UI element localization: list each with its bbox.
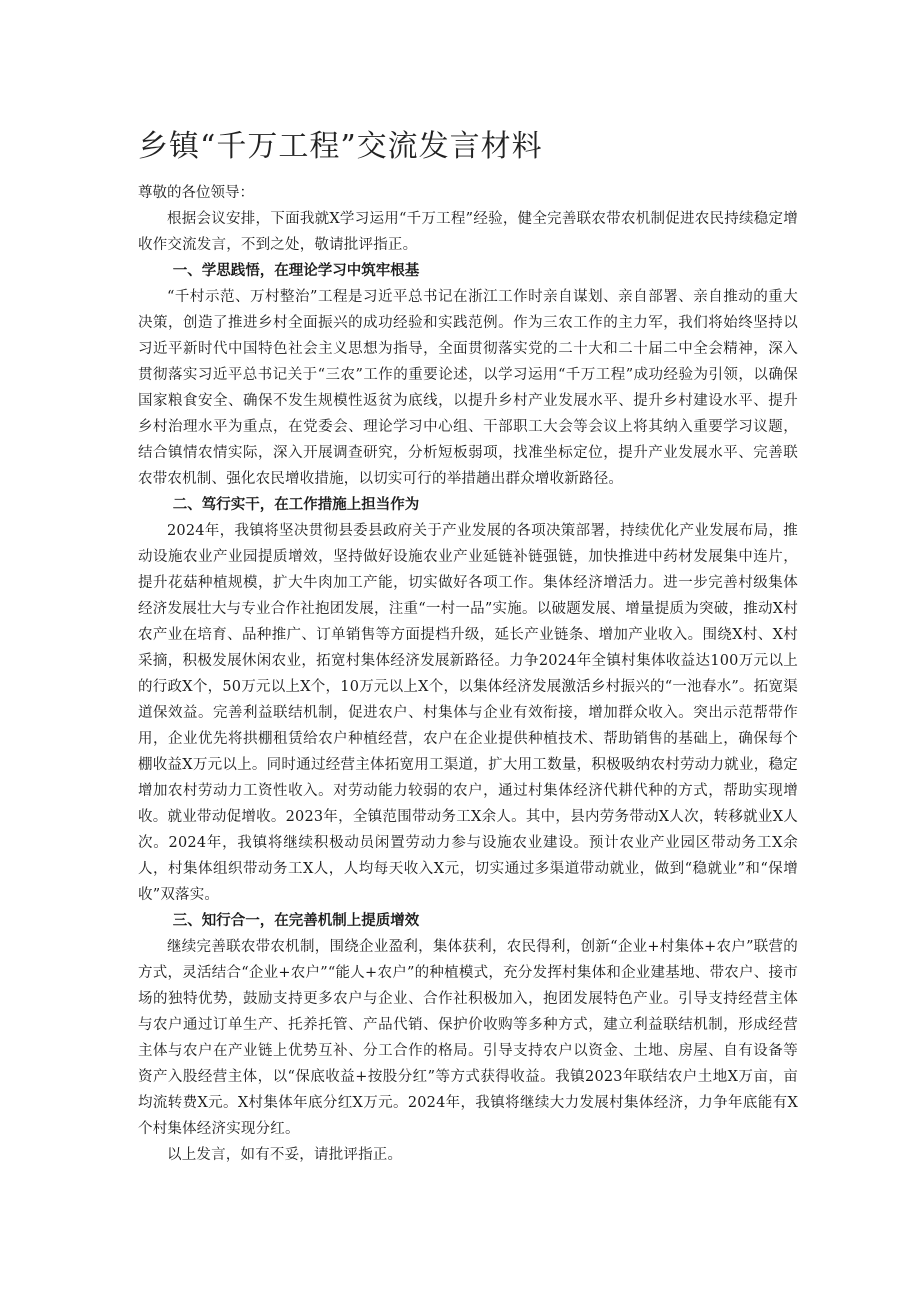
section-heading-3: 三、知行合一，在完善机制上提质增效 bbox=[172, 912, 420, 929]
section-1-paragraph: “千村示范、万村整治”工程是习近平总书记在浙江工作时亲自谋划、亲自部署、亲自推动的重大决策，创造了推进乡村全面振兴的成功经验和实践范例。作为三农工作的主力军，我们将始终坚持以习近平新时代中国特色社会主义思想为指导，全面贯彻落实党的二十大和二十届二中全会精神，深入贯彻落实习近平总书记关于“三农”工作的重要论述，以学习运用“千万工程”成功经验为引领，以确保国家粮食安全、确保不发生规模性返贫为底线，以提升乡村产业发展水平、提升乡村建设水平、提升乡村治理水平为重点，在党委会、理论学习中心组、干部职工大会等会议上将其纳入重要学习议题，结合镇情农情实际，深入开展调查研究，分析短板弱项，找准坐标定位，提升产业发展水平、完善联农带农机制、强化农民增收措施，以切实可行的举措趟出群众增收新路径。 bbox=[138, 289, 798, 487]
section-3-paragraph: 继续完善联农带农机制，围绕企业盈利，集体获利，农民得利，创新“企业+村集体+农户”联营的方式，灵活结合“企业+农户”“能人+农户”的种植模式，充分发挥村集体和企业建基地、带农户、接市场的独特优势，鼓励支持更多农户与企业、合作社积极加入，抱团发展特色产业。引导支持经营主体与农户通过订单生产、托养托管、产品代销、保护价收购等多种方式，建立利益联结机制，形成经营主体与农户在产业链上优势互补、分工合作的格局。引导支持农户以资金、土地、房屋、自有设备等资产入股经营主体，以“保底收益+按股分红”等方式获得收益。我镇2023年联结农户土地X万亩，亩均流转费X元。X村集体年底分红X万元。2024年，我镇将继续大力发展村集体经济，力争年底能有X个村集体经济实现分红。 bbox=[138, 939, 798, 1137]
salutation: 尊敬的各位领导： bbox=[138, 185, 254, 201]
document-page bbox=[138, 122, 798, 1168]
section-2-paragraph: 2024年，我镇将坚决贯彻县委县政府关于产业发展的各项决策部署，持续优化产业发展布局，推动设施农业产业园提质增效，坚持做好设施农业产业延链补链强链，加快推进中药材发展集中连片，提升花菇种植规模，扩大牛肉加工产能，切实做好各项工作。集体经济增活力。进一步完善村级集体经济发展壮大与专业合作社抱团发展，注重“一村一品”实施。以破题发展、增量提质为突破，推动X村农产业在培育、品种推广、订单销售等方面提档升级，延长产业链条、增加产业收入。围绕X村、X村采摘，积极发展休闲农业，拓宽村集体经济发展新路径。力争2024年全镇村集体收益达100万元以上的行政X个，50万元以上X个，10万元以上X个，以集体经济发展激活乡村振兴的“一池春水”。拓宽渠道保效益。完善利益联结机制，促进农户、村集体与企业有效衔接，增加群众收入。突出示范帮带作用，企业优先将拱棚租赁给农户种植经营，农户在企业提供种植技术、帮助销售的基础上，确保每个棚收益X万元以上。同时通过经营主体拓宽用工渠道，扩大用工数量，积极吸纳农村劳动力就业，稳定增加农村劳动力工资性收入。对劳动能力较弱的农户，通过村集体经济代耕代种的方式，帮助实现增收。就业带动促增收。2023年，全镇范围带动务工X余人。其中，县内劳务带动X人次，转移就业X人次。2024年，我镇将继续积极动员闲置劳动力参与设施农业建设。预计农业产业园区带动务工X余人，村集体组织带动务工X人，人均每天收入X元，切实通过多渠道带动就业，做到“稳就业”和“保增收”双落实。 bbox=[138, 523, 798, 903]
document-title: 乡镇“千万工程”交流发言材料 bbox=[138, 129, 543, 164]
intro-paragraph: 根据会议安排，下面我就X学习运用“千万工程”经验，健全完善联农带农机制促进农民持续稳定增收作交流发言，不到之处，敬请批评指正。 bbox=[138, 211, 798, 253]
section-heading-2: 二、笃行实干，在工作措施上担当作为 bbox=[172, 496, 420, 513]
section-heading-1: 一、学思践悟，在理论学习中筑牢根基 bbox=[172, 262, 420, 279]
closing-paragraph: 以上发言，如有不妥，请批评指正。 bbox=[167, 1147, 403, 1163]
